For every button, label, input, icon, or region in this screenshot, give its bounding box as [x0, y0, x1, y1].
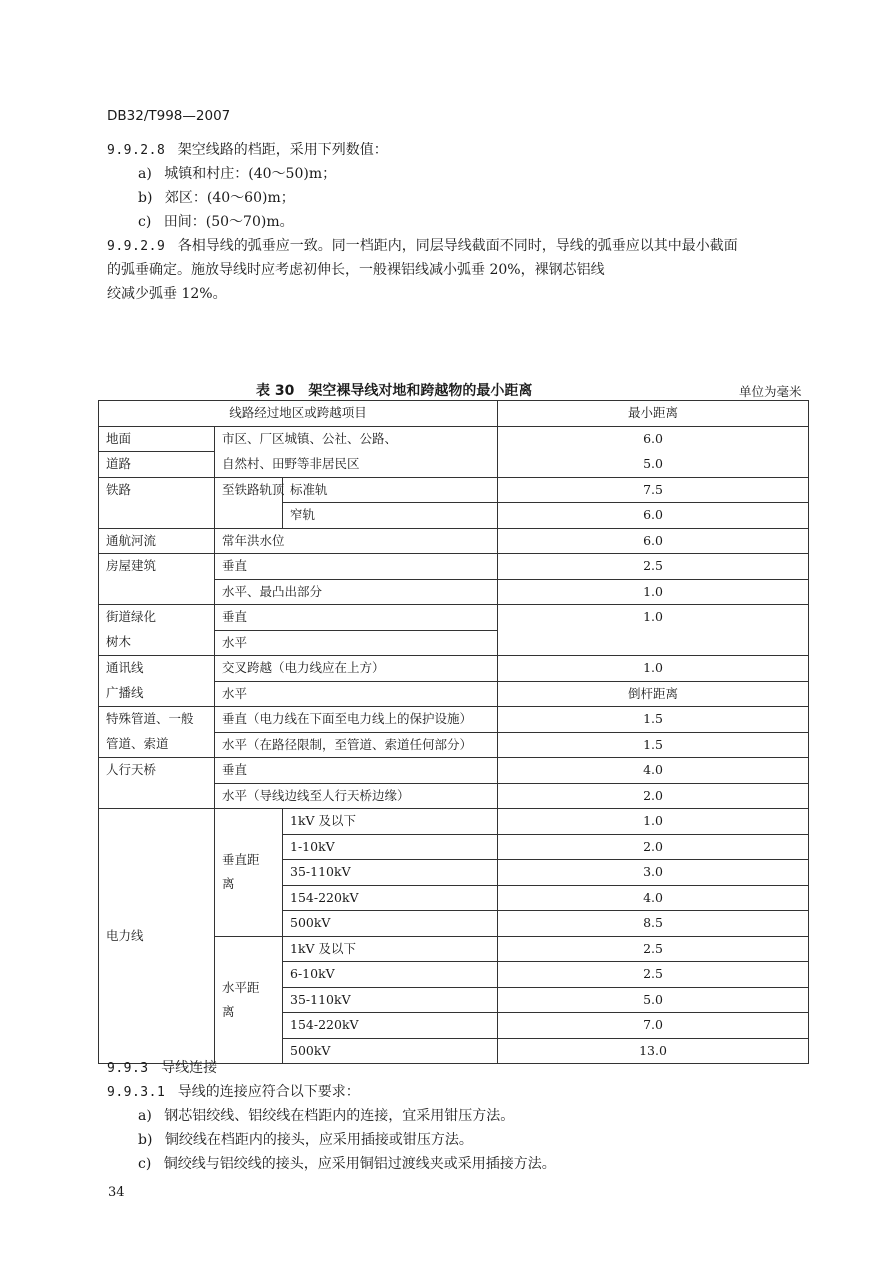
page-number: 34 — [108, 1185, 125, 1200]
category-cell: 地面 — [99, 426, 215, 452]
item-cell: 垂直 — [215, 758, 498, 784]
list-item — [138, 1106, 514, 1126]
voltage-cell: 1kV 及以下 — [283, 809, 498, 835]
clause-number: 9.9.3 — [107, 1061, 149, 1076]
header-distance: 最小距离 — [498, 401, 809, 427]
item-cell: 水平、最凸出部分 — [215, 579, 498, 605]
value-cell: 3.0 — [498, 860, 809, 886]
list-item-text: 郊区：(40～60)m； — [164, 190, 295, 206]
sub-category-line: 水平距 — [222, 979, 260, 995]
value-cell: 5.0 — [498, 452, 809, 478]
clause-text-line1: 各相导线的弧垂应一致。同一档距内，同层导线截面不同时，导线的弧垂应以其中最小截面 — [177, 238, 738, 254]
table-row — [99, 452, 809, 478]
sub-category-cell — [215, 809, 283, 937]
sub-category-line: 垂直距 — [222, 852, 260, 868]
item-cell: 市区、厂区城镇、公社、公路、 — [215, 426, 498, 452]
voltage-cell: 1-10kV — [283, 834, 498, 860]
value-cell: 2.5 — [498, 936, 809, 962]
table-row — [99, 528, 809, 554]
table-row — [99, 656, 809, 682]
category-cell: 房屋建筑 — [99, 554, 215, 605]
list-item-label: a) — [138, 1108, 152, 1124]
value-cell: 6.0 — [498, 426, 809, 452]
item-cell: 常年洪水位 — [215, 528, 498, 554]
value-cell: 倒杆距离 — [498, 681, 809, 707]
sub-category-line: 离 — [222, 1003, 235, 1019]
clause-text: 导线的连接应符合以下要求： — [177, 1084, 360, 1100]
item-cell: 交叉跨越（电力线应在上方） — [215, 656, 498, 682]
clause-9-9-3 — [107, 1058, 217, 1079]
table-row — [99, 732, 809, 758]
sub-category-cell — [215, 936, 283, 1064]
item-cell: 垂直 — [215, 554, 498, 580]
value-cell: 6.0 — [498, 528, 809, 554]
value-cell: 2.5 — [498, 962, 809, 988]
value-cell: 4.0 — [498, 885, 809, 911]
clause-text-line2: 的弧垂确定。施放导线时应考虑初伸长，一般裸铝线减小弧垂 20%，裸钢芯铝线 — [107, 262, 605, 278]
value-cell: 4.0 — [498, 758, 809, 784]
clause-number: 9.9.2.8 — [107, 143, 166, 158]
item-cell: 水平（在路径限制，至管道、索道任何部分） — [215, 732, 498, 758]
list-item-text: 铜绞线与铝绞线的接头，应采用铜铝过渡线夹或采用插接方法。 — [163, 1156, 556, 1172]
value-cell: 7.5 — [498, 477, 809, 503]
table-row — [99, 477, 809, 503]
value-cell: 2.0 — [498, 783, 809, 809]
category-cell: 道路 — [99, 452, 215, 478]
value-cell: 1.5 — [498, 707, 809, 733]
list-item-text: 钢芯铝绞线、铝绞线在档距内的连接，宜采用钳压方法。 — [164, 1108, 515, 1124]
value-cell: 5.0 — [498, 987, 809, 1013]
value-cell: 1.0 — [498, 605, 809, 656]
value-cell: 13.0 — [498, 1038, 809, 1064]
table-header-row — [99, 401, 809, 427]
item-cell: 水平 — [215, 681, 498, 707]
table-row — [99, 758, 809, 784]
item-cell: 水平（导线边线至人行天桥边缘） — [215, 783, 498, 809]
table-row — [99, 809, 809, 835]
value-cell: 1.0 — [498, 809, 809, 835]
item-cell: 标准轨 — [283, 477, 498, 503]
category-cell: 特殊管道、一般 — [99, 707, 215, 733]
clause-text: 架空线路的档距，采用下列数值： — [177, 142, 388, 158]
clause-text: 导线连接 — [161, 1060, 218, 1076]
list-item — [138, 1154, 556, 1174]
list-item — [138, 212, 294, 232]
list-item — [138, 188, 295, 208]
list-item-label: b) — [138, 190, 153, 206]
table-row — [99, 426, 809, 452]
document-id: DB32/T998—2007 — [107, 108, 231, 124]
list-item-label: a) — [138, 166, 152, 182]
voltage-cell: 1kV 及以下 — [283, 936, 498, 962]
voltage-cell: 154-220kV — [283, 1013, 498, 1039]
value-cell: 1.0 — [498, 579, 809, 605]
table-row — [99, 681, 809, 707]
voltage-cell: 500kV — [283, 1038, 498, 1064]
voltage-cell: 6-10kV — [283, 962, 498, 988]
value-cell: 1.5 — [498, 732, 809, 758]
list-item-label: b) — [138, 1132, 153, 1148]
value-cell: 8.5 — [498, 911, 809, 937]
list-item-label: c) — [138, 214, 152, 230]
category-cell: 铁路 — [99, 477, 215, 528]
category-cell: 管道、索道 — [99, 732, 215, 758]
category-cell: 人行天桥 — [99, 758, 215, 809]
value-cell: 2.5 — [498, 554, 809, 580]
clause-9-9-2-8 — [107, 140, 388, 161]
item-cell: 垂直（电力线在下面至电力线上的保护设施） — [215, 707, 498, 733]
item-cell: 窄轨 — [283, 503, 498, 529]
header-item: 线路经过地区或跨越项目 — [99, 401, 498, 427]
item-cell: 水平 — [215, 630, 498, 656]
item-cell: 垂直 — [215, 605, 498, 631]
voltage-cell: 35-110kV — [283, 987, 498, 1013]
clause-9-9-2-9 — [107, 236, 738, 257]
list-item — [138, 164, 336, 184]
table-row — [99, 605, 809, 631]
voltage-cell: 154-220kV — [283, 885, 498, 911]
clause-number: 9.9.3.1 — [107, 1085, 166, 1100]
category-cell: 电力线 — [99, 809, 215, 1064]
clause-9-9-3-1 — [107, 1082, 360, 1103]
table-unit: 单位为毫米 — [739, 384, 802, 399]
table-row — [99, 707, 809, 733]
list-item — [138, 1130, 473, 1150]
list-item-label: c) — [138, 1156, 152, 1172]
value-cell: 6.0 — [498, 503, 809, 529]
value-cell: 2.0 — [498, 834, 809, 860]
voltage-cell: 500kV — [283, 911, 498, 937]
category-cell: 通讯线 — [99, 656, 215, 682]
item-cell: 自然村、田野等非居民区 — [215, 452, 498, 478]
category-cell: 广播线 — [99, 681, 215, 707]
table-row — [99, 554, 809, 580]
list-item-text: 铜绞线在档距内的接头，应采用插接或钳压方法。 — [164, 1132, 473, 1148]
voltage-cell: 35-110kV — [283, 860, 498, 886]
list-item-text: 城镇和村庄：(40～50)m； — [164, 166, 337, 182]
distance-table — [98, 400, 809, 1064]
category-cell: 街道绿化 — [99, 605, 215, 631]
list-item-text: 田间：(50～70)m。 — [163, 214, 294, 230]
clause-number: 9.9.2.9 — [107, 239, 166, 254]
value-cell: 1.0 — [498, 656, 809, 682]
category-cell: 通航河流 — [99, 528, 215, 554]
value-cell: 7.0 — [498, 1013, 809, 1039]
table-caption: 表 30 架空裸导线对地和跨越物的最小距离 — [256, 383, 533, 399]
sub-category-cell: 至铁路轨顶 — [215, 477, 283, 528]
category-cell: 树木 — [99, 630, 215, 656]
clause-text-line3: 绞减少弧垂 12%。 — [107, 286, 227, 302]
sub-category-line: 离 — [222, 876, 235, 892]
